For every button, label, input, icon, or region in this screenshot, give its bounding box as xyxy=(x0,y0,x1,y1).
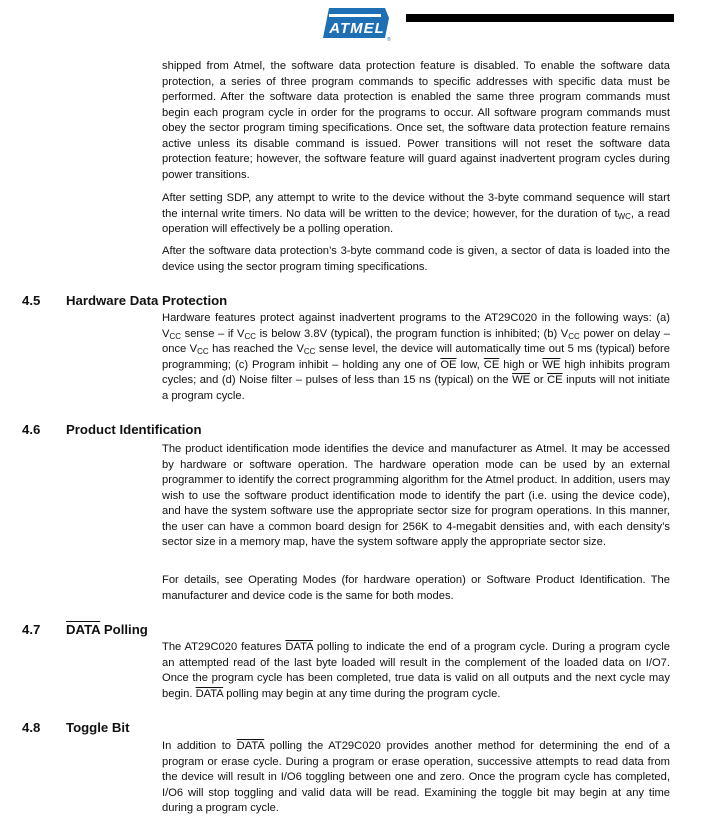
section-4-6-number: 4.6 xyxy=(22,422,41,437)
svg-text:ATMEL: ATMEL xyxy=(329,20,385,37)
section-4-8-paragraph: In addition to DATA polling the AT29C020 provides another method for determining the end of a program or erase cycle. During a program or erase operation, successive attempts to read data from the device will result in I/O6 toggling between one and zero. Once the program cycle has completed, I/O6 will stop toggling and valid data will be read. Examining the toggle bit may begin at any time during a program cycle. xyxy=(162,740,670,814)
section-4-7-number: 4.7 xyxy=(22,622,41,637)
atmel-logo xyxy=(319,4,391,42)
intro-paragraph-1: shipped from Atmel, the software data protection feature is disabled. To enable the software data protection, a series of three program commands to specific addresses with specific data must be performed. After the software data protection is enabled the same three program commands must begin each program cycle in order for the programs to occur. All software program commands must obey the sector program timing specifications. Once set, the software data protection feature remains active unless its disable command is issued. Power transitions will not reset the software data protection feature; however, the software feature will guard against inadvertent program cycles during power transitions. xyxy=(162,60,670,181)
header-rule xyxy=(406,14,674,22)
section-4-6-paragraph-2: For details, see Operating Modes (for hardware operation) or Software Product Identification. The manufacturer and device code is the same for both modes. xyxy=(162,574,670,602)
section-4-7-paragraph: The AT29C020 features DATA polling to indicate the end of a program cycle. During a program cycle an attempted read of the last byte loaded will result in the complement of the loaded data on I/O7. Once the program cycle has been completed, true data is valid on all outputs and the next cycle may begin. DATA polling may begin at any time during the program cycle. xyxy=(162,641,671,700)
section-4-8-number: 4.8 xyxy=(22,720,41,735)
section-4-6-title: Product Identification xyxy=(66,422,202,437)
section-4-8-title: Toggle Bit xyxy=(66,720,130,735)
section-4-7-title: DATA Polling xyxy=(66,622,148,637)
intro-paragraph-2: After setting SDP, any attempt to write to the device without the 3-byte command sequence will start the internal write timers. No data will be written to the device; however, for the duration of $t_{WC}$, a read operation will effectively be a polling operation. xyxy=(162,192,670,235)
section-4-5-paragraph: Hardware features protect against inadvertent programs to the AT29C020 in the following ways: (a) $V_{CC}$ sense – if $V_{CC}$ is below 3.8V (typical), the program function is inhibited; (b) $V_{CC}$ power on delay – once $V_{CC}$ has reached the $V_{CC}$ sense level, the device will automatically time out 5 ms (typical) before programming; (c) Program inhibit – holding any one of $\overline{OE}$ low, $\overline{CE}$ high or $\overline{WE}$ high inhibits program cycles; and (d) Noise filter – pulses of less than 15 ns (typical) on the $\overline{WE}$ or $\overline{CE}$ inputs will not initiate a program cycle. xyxy=(162,312,671,402)
intro-paragraph-3: After the software data protection’s 3-byte command code is given, a sector of data is loaded into the device using the sector program timing specifications. xyxy=(162,245,670,273)
section-4-6-paragraph-1: The product identification mode identifies the device and manufacturer as Atmel. It may be accessed by hardware or software operation. The hardware operation mode can be used by an external programmer to identify the correct programming algorithm for the Atmel product. In addition, users may wish to use the software product identification mode to identify the part (i.e. using the device code), and have the system software use the appropriate sector size for program operations. In this manner, the user can have a common board design for 256K to 4-megabit densities and, with each density’s sector size in a memory map, have the system software apply the appropriate sector size. xyxy=(162,443,671,548)
svg-text:®: ® xyxy=(387,37,391,42)
section-4-5-number: 4.5 xyxy=(22,293,41,308)
section-4-5-title: Hardware Data Protection xyxy=(66,293,228,308)
